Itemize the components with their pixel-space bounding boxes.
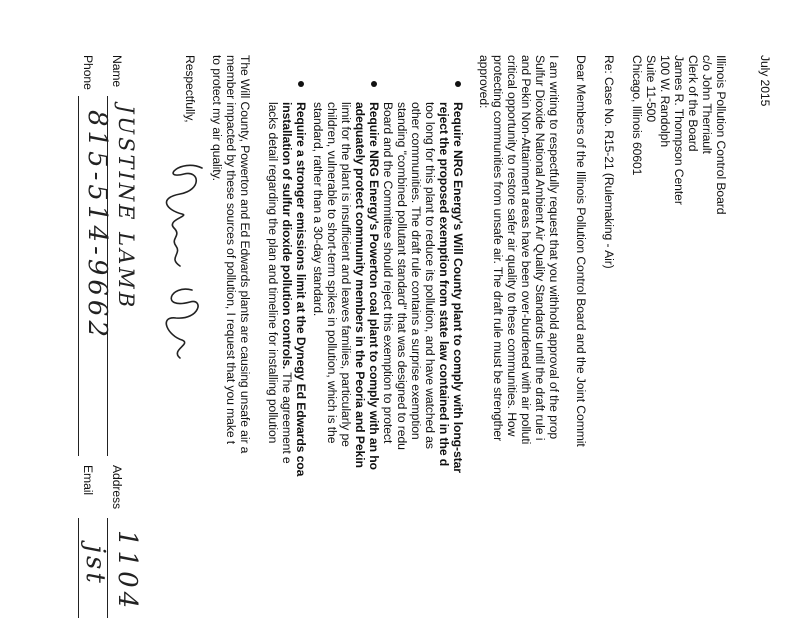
- intro-line: Sulfur Dioxide National Ambient Air Quality Standards until the draft rule i: [533, 55, 547, 441]
- bullet-bold-segment: installation of sulfur dioxide pollution controls.: [280, 102, 294, 370]
- intro-line: and Pekin Non-Attainment areas have been over-burdened with air polluti: [519, 55, 533, 445]
- name-handwriting: JUSTINE LAMB: [114, 105, 138, 311]
- bullet-line: standing "combined pollutant standard" that was designed to redu: [395, 102, 409, 450]
- bullet-line: Board and the Committee should reject this exemption to protect: [381, 102, 395, 444]
- address-label: Address: [110, 465, 124, 510]
- bullet-dot: [455, 81, 461, 87]
- bullet-line: standard, rather than a 30-day standard.: [311, 102, 325, 317]
- case-reference: Re: Case No. R15-21 (Rulemaking - Air): [602, 55, 616, 269]
- address-line: c/o John Therriault: [700, 55, 714, 154]
- closing-line: to protect my air quality.: [210, 55, 224, 181]
- closing-line: The Will County, Powerton and Ed Edwards plants are causing unsafe air a: [238, 55, 252, 454]
- bullet-line: limit for the plant is insufficient and leaves families, particularly pe: [339, 102, 353, 447]
- address-line: Clerk of the Board: [686, 55, 700, 152]
- address-line: Illinois Pollution Control Board: [714, 55, 728, 215]
- bullet-normal-segment: The agreement e: [280, 369, 294, 464]
- phone-label: Phone: [81, 55, 95, 90]
- intro-line: protecting communities from unsafe air. The draft rule must be strengther: [491, 55, 505, 442]
- phone-field-line: [78, 96, 79, 456]
- intro-line: approved:: [477, 55, 491, 109]
- address-line: Suite 11-500: [644, 55, 658, 123]
- bullet-bold-line: Require NRG Energy's Powerton coal plant to comply with an ho: [367, 102, 381, 470]
- bullet-bold-line: adequately protect community members in the Peoria and Pekin: [353, 102, 367, 468]
- phone-handwriting: 815-514-9662: [82, 110, 112, 341]
- address-line: Chicago, Illinois 60601: [630, 55, 644, 176]
- email-handwriting: jst: [80, 545, 110, 586]
- intro-line: I am writing to respectfully request that you withhold approval of the prop: [547, 55, 561, 440]
- address-line: James R. Thompson Center: [672, 55, 686, 205]
- intro-line: critical opportunity to restore safer air quality to these communities. How: [505, 55, 519, 437]
- bullet-line: children, vulnerable to short-term spikes in pollution, which is the: [325, 102, 339, 444]
- bullet-dot: [298, 81, 304, 87]
- letter-date: July 2015: [758, 55, 772, 107]
- salutation: Dear Members of the Illinois Pollution Control Board and the Joint Commit: [574, 55, 588, 447]
- bullet-bold-line: Require NRG Energy's Will County plant to comply with long-star: [451, 102, 465, 473]
- address-line: 100 W. Randolph: [658, 55, 672, 148]
- bullet-line: too long for this plant to reduce its pollution, and have watched as: [423, 102, 437, 449]
- bullet-line: other communities. The draft rule contains a surprise exemption: [409, 102, 423, 440]
- bullet-bold-line: reject the proposed exemption from state law contained in the d: [437, 102, 451, 467]
- bullet-dot: [371, 81, 377, 87]
- email-field-line: [78, 518, 79, 618]
- address-handwriting: 1104: [112, 530, 142, 613]
- closing-line: member impacted by these sources of pollution, I request that you make t: [224, 55, 238, 445]
- name-label: Name: [110, 55, 124, 88]
- bullet-line-mixed: [280, 102, 294, 464]
- signature-mark: [140, 150, 210, 370]
- bullet-line: lacks detail regarding the plan and timeline for installing pollution: [266, 102, 280, 444]
- valediction: Respectfully,: [183, 55, 197, 123]
- email-label: Email: [81, 465, 95, 495]
- bullet-bold-line: Require a stronger emissions limit at the Dynegy Ed Edwards coa: [294, 102, 308, 477]
